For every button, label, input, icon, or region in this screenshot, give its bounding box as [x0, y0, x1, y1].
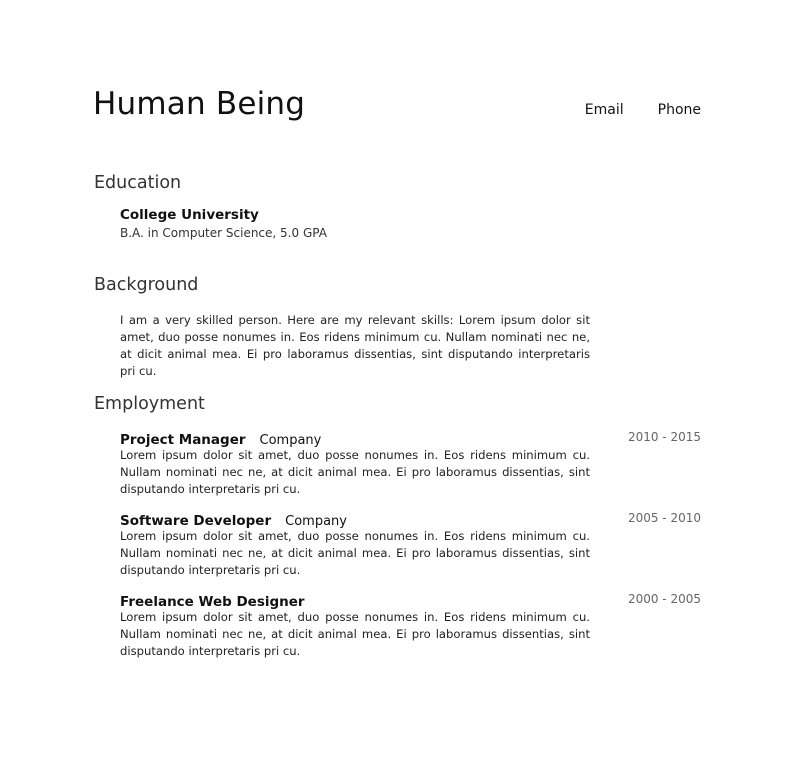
job-entry — [120, 429, 701, 498]
background-entry — [120, 312, 701, 380]
person-name: Human Being — [93, 86, 306, 122]
job-title: Software Developer — [120, 513, 272, 529]
job-dates: 2000 - 2005 — [627, 592, 701, 606]
school-name: College University — [120, 207, 259, 223]
education-heading: Education — [94, 173, 182, 193]
job-title: Project Manager — [120, 432, 246, 448]
background-heading: Background — [94, 275, 199, 295]
background-text: I am a very skilled person. Here are my relevant skills: Lorem ipsum dolor sit amet, duo posse nonumes in. Eos ridens minimum cu. Nullam nominati nec ne, at dicit animal mea. Ei pro laboramus dissentias, sint disputando interpretaris pri cu. — [120, 313, 590, 378]
job-dates: 2010 - 2015 — [627, 430, 701, 444]
job-description: Lorem ipsum dolor sit amet, duo posse nonumes in. Eos ridens minimum cu. Nullam nominati nec ne, at dicit animal mea. Ei pro laboramus dissentias, sint disputando interpretaris pri cu. — [120, 610, 590, 658]
job-description: Lorem ipsum dolor sit amet, duo posse nonumes in. Eos ridens minimum cu. Nullam nominati nec ne, at dicit animal mea. Ei pro laboramus dissentias, sint disputando interpretaris pri cu. — [120, 529, 590, 577]
job-company: Company — [259, 433, 322, 448]
job-company: Company — [285, 514, 347, 529]
contact-links — [585, 102, 701, 118]
employment-heading: Employment — [94, 394, 205, 414]
email-link[interactable]: Email — [584, 102, 624, 118]
education-entry — [120, 207, 701, 242]
degree-text: B.A. in Computer Science, 5.0 GPA — [120, 226, 327, 240]
phone-link[interactable]: Phone — [657, 102, 701, 118]
job-title: Freelance Web Designer — [120, 594, 305, 610]
job-entry — [120, 591, 701, 660]
job-description: Lorem ipsum dolor sit amet, duo posse nonumes in. Eos ridens minimum cu. Nullam nominati nec ne, at dicit animal mea. Ei pro laboramus dissentias, sint disputando interpretaris pri cu. — [120, 448, 590, 496]
job-entry — [120, 510, 701, 579]
job-dates: 2005 - 2010 — [627, 511, 701, 525]
